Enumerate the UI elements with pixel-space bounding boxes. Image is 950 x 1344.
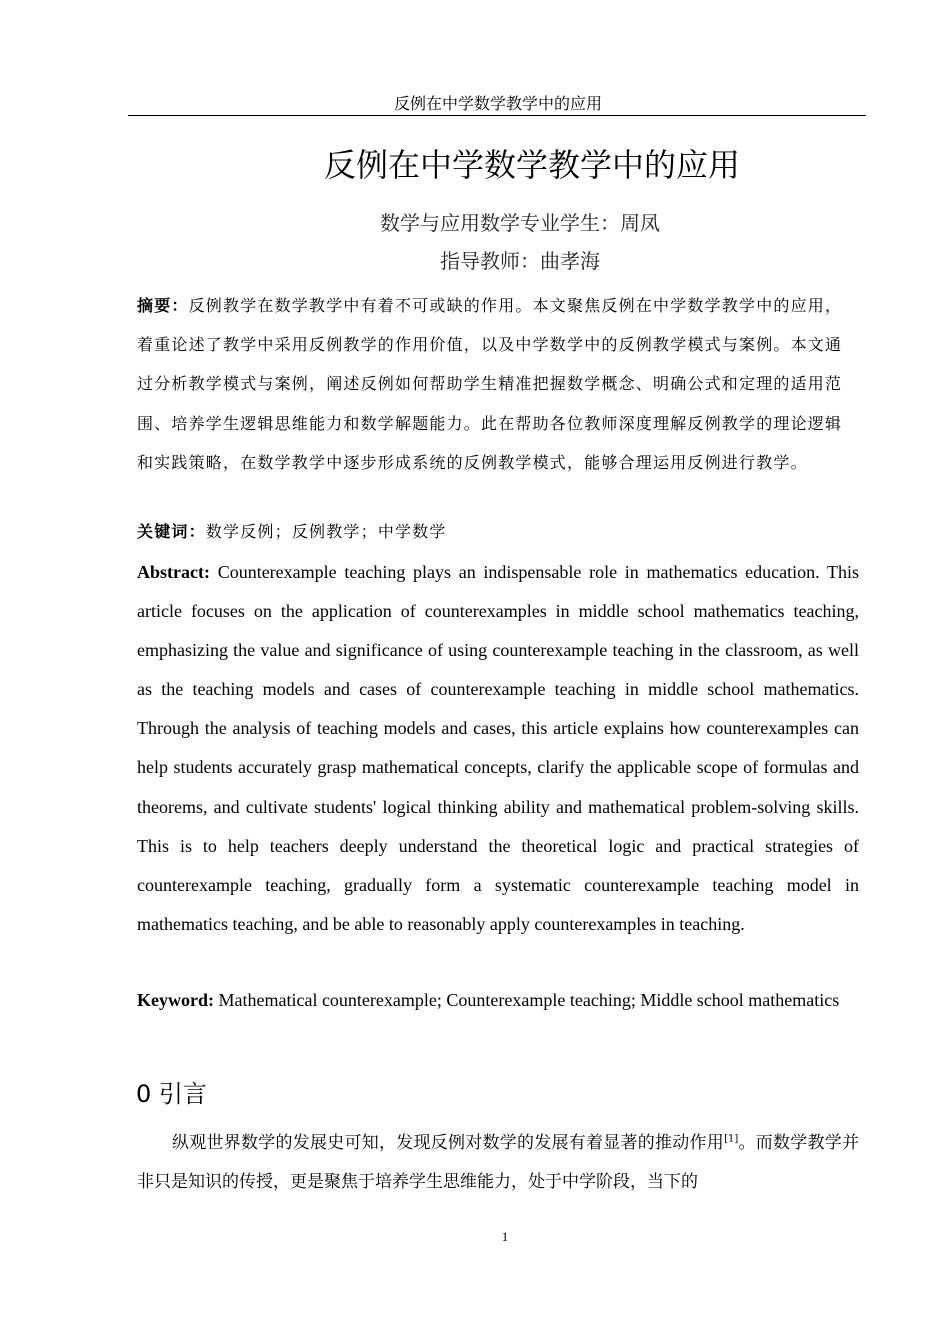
abstract-cn-text: 反例教学在数学教学中有着不可或缺的作用。本文聚焦反例在中学数学教学中的应用，着重论述了教学中采用反例教学的作用价值，以及中学数学中的反例教学模式与案例。本文通过分析教学模式与案例，阐述反例如何帮助学生精准把握数学概念、明确公式和定理的适用范围、培养学生逻辑思维能力和数学解题能力。此在帮助各位教师深度理解反例教学的理论逻辑和实践策略，在数学教学中逐步形成系统的反例教学模式，能够合理运用反例进行教学。 <box>137 296 843 472</box>
intro-text-after: 。而数学教学并非只是知识的传授，更是聚焦于培养学生思维能力，处于中学阶段，当下的 <box>137 1133 859 1192</box>
abstract-cn-label: 摘要： <box>137 296 189 315</box>
abstract-english <box>137 553 859 944</box>
page-number: 1 <box>501 1229 509 1244</box>
running-header: 反例在中学数学教学中的应用 <box>393 94 602 113</box>
keywords-english <box>137 981 859 1020</box>
keywords-en-text: Mathematical counterexample; Counterexample teaching; Middle school mathematics <box>218 990 840 1010</box>
citation-marker: [1] <box>724 1133 739 1145</box>
abstract-en-label: Abstract: <box>137 562 210 582</box>
keywords-cn-text: 数学反例；反例教学；中学数学 <box>205 522 447 541</box>
keywords-cn-label: 关键词： <box>137 522 206 541</box>
section-heading-introduction: 0 引言 <box>136 1080 207 1108</box>
header-rule <box>128 115 866 116</box>
keywords-chinese <box>137 517 859 547</box>
advisor-line: 指导教师：曲孝海 <box>440 249 600 273</box>
introduction-paragraph <box>137 1124 859 1202</box>
keywords-en-label: Keyword: <box>137 990 214 1010</box>
abstract-chinese <box>137 286 859 482</box>
author-line: 数学与应用数学专业学生：周凤 <box>380 211 660 235</box>
paper-title: 反例在中学数学教学中的应用 <box>323 146 740 184</box>
abstract-en-text: Counterexample teaching plays an indispensable role in mathematics education. This article focuses on the application of counterexamples in middle school mathematics teaching, emphasizing the value and significance of using counterexample teaching in the classroom, as well as the teaching models and cases of counterexample teaching in middle school mathematics. Through the analysis of teaching models and cases, this article explains how counterexamples can help students accurately grasp mathematical concepts, clarify the applicable scope of formulas and theorems, and cultivate students' logical thinking ability and mathematical problem-solving skills. This is to help teachers deeply understand the theoretical logic and practical strategies of counterexample teaching, gradually form a systematic counterexample teaching model in mathematics teaching, and be able to reasonably apply counterexamples in teaching. <box>137 562 859 934</box>
intro-text-before: 纵观世界数学的发展史可知，发现反例对数学的发展有着显著的推动作用 <box>172 1133 725 1153</box>
